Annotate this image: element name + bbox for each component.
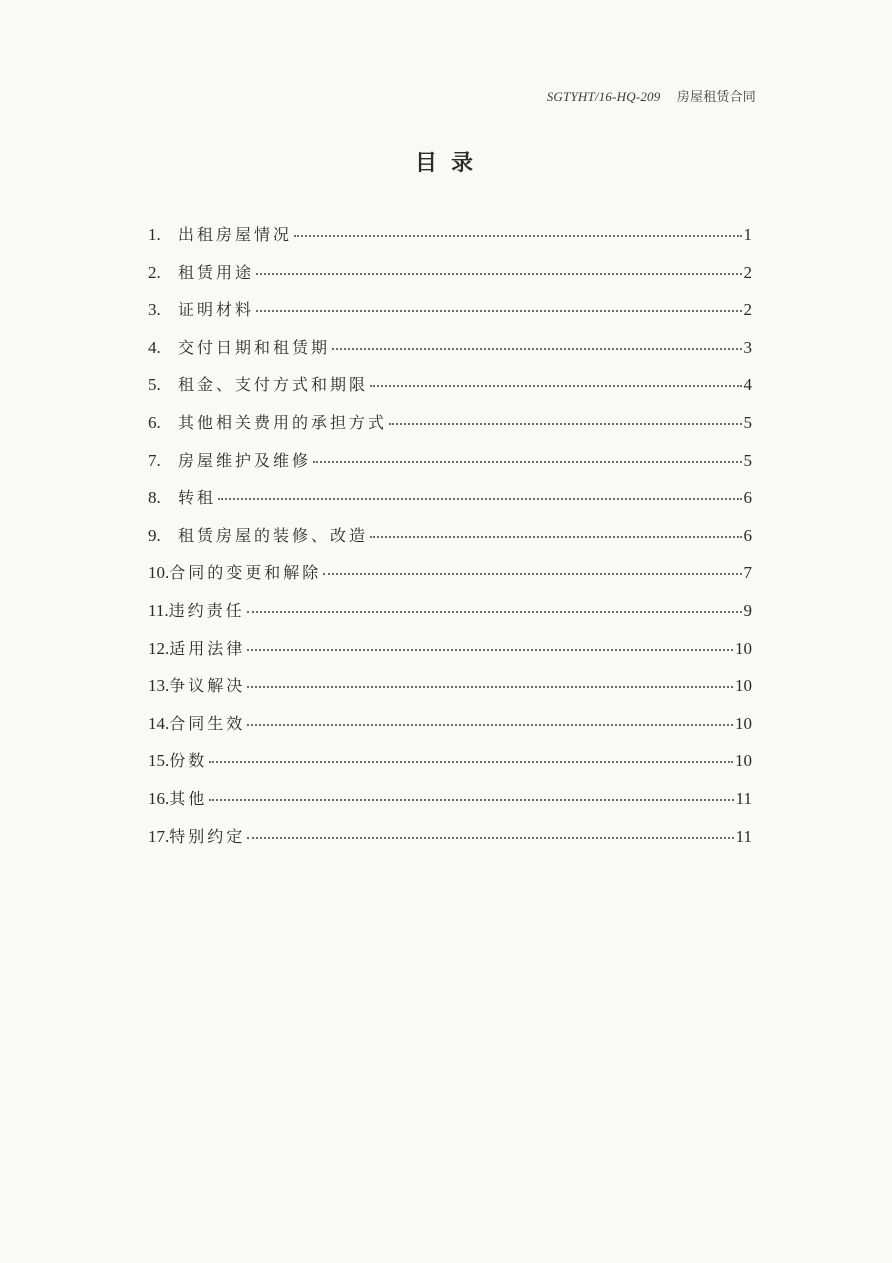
toc-dot-leader	[389, 423, 741, 425]
toc-entry	[148, 673, 752, 711]
toc-entry-number: 1.	[148, 225, 161, 244]
toc-entry-page-number: 11	[735, 826, 752, 846]
table-of-contents	[148, 222, 752, 861]
toc-entry-page-number: 5	[743, 450, 752, 470]
toc-entry-title: 转租	[178, 488, 217, 508]
toc-entry-page-number: 6	[743, 488, 752, 508]
toc-dot-leader	[247, 611, 742, 613]
toc-entry-number: 16.	[148, 788, 170, 808]
toc-dot-leader	[247, 724, 733, 726]
toc-entry-number: 17.	[148, 826, 170, 846]
toc-entry-title: 租金、支付方式和期限	[178, 375, 369, 395]
toc-entry-page-number: 5	[743, 412, 752, 432]
toc-entry-page-number: 4	[743, 375, 752, 395]
toc-dot-leader	[247, 649, 733, 651]
toc-entry-title: 其他相关费用的承担方式	[178, 412, 388, 432]
toc-entry-title: 交付日期和租赁期	[178, 337, 331, 357]
toc-entry-title: 合同的变更和解除	[169, 563, 322, 583]
toc-entry-page-number: 7	[743, 563, 752, 583]
toc-entry-page-number: 2	[743, 262, 752, 282]
toc-dot-leader	[332, 348, 741, 350]
toc-entry-number: 9.	[148, 525, 161, 545]
toc-entry-page-number: 3	[743, 337, 752, 357]
toc-entry	[148, 636, 752, 674]
page-header	[547, 86, 756, 105]
toc-dot-leader	[323, 573, 741, 575]
toc-dot-leader	[313, 461, 741, 463]
toc-entry-page-number: 10	[735, 638, 752, 658]
toc-entry	[148, 786, 752, 824]
toc-entry-number: 2.	[148, 262, 161, 282]
toc-entry	[148, 297, 752, 335]
toc-entry-page-number: 9	[743, 600, 752, 620]
toc-entry	[148, 372, 752, 410]
toc-entry	[148, 410, 752, 448]
toc-entry	[148, 523, 752, 561]
toc-dot-leader	[209, 761, 733, 763]
toc-entry	[148, 222, 752, 260]
toc-entry	[148, 485, 752, 523]
toc-dot-leader	[294, 235, 741, 237]
document-name: 房屋租赁合同	[676, 90, 756, 105]
toc-entry-number: 3.	[148, 300, 161, 320]
toc-entry-title: 房屋维护及维修	[178, 450, 312, 470]
toc-entry-page-number: 2	[743, 300, 752, 320]
toc-entry-title: 适用法律	[169, 638, 246, 658]
toc-dot-leader	[370, 385, 741, 387]
toc-entry	[148, 560, 752, 598]
toc-entry-number: 13.	[148, 676, 170, 696]
toc-dot-leader	[209, 799, 733, 801]
toc-entry-page-number: 11	[735, 788, 752, 808]
toc-dot-leader	[247, 837, 733, 839]
document-code: SGTYHT/16-HQ-209	[546, 89, 661, 104]
toc-entry	[148, 448, 752, 486]
toc-entry-number: 4.	[148, 337, 161, 357]
toc-entry-page-number: 10	[735, 676, 752, 696]
toc-entry-number: 10.	[148, 563, 170, 583]
toc-entry-number: 5.	[148, 375, 161, 395]
toc-entry-title: 合同生效	[169, 713, 246, 733]
toc-entry-number: 15.	[148, 751, 170, 771]
toc-dot-leader	[256, 273, 741, 275]
toc-entry	[148, 748, 752, 786]
toc-entry-title: 其他	[169, 788, 208, 808]
toc-entry	[148, 711, 752, 749]
page-title: 目录	[414, 151, 487, 176]
toc-entry-title: 租赁房屋的装修、改造	[178, 525, 369, 545]
toc-entry	[148, 824, 752, 862]
toc-entry	[148, 598, 752, 636]
toc-entry-title: 租赁用途	[178, 262, 255, 282]
toc-entry-page-number: 1	[743, 225, 752, 244]
toc-entry-number: 6.	[148, 412, 161, 432]
toc-entry	[148, 260, 752, 298]
toc-dot-leader	[247, 686, 733, 688]
toc-dot-leader	[218, 498, 741, 500]
toc-entry	[148, 335, 752, 373]
toc-entry-title: 份数	[169, 751, 208, 771]
toc-entry-number: 11.	[148, 600, 169, 620]
toc-entry-page-number: 10	[735, 713, 752, 733]
toc-entry-title: 特别约定	[169, 826, 246, 846]
toc-entry-number: 7.	[148, 450, 161, 470]
toc-entry-number: 12.	[148, 638, 170, 658]
toc-dot-leader	[256, 310, 741, 312]
toc-dot-leader	[370, 536, 741, 538]
toc-entry-title: 争议解决	[169, 676, 246, 696]
toc-entry-title: 证明材料	[178, 300, 255, 320]
toc-entry-page-number: 6	[743, 525, 752, 545]
toc-entry-number: 8.	[148, 488, 161, 508]
toc-entry-title: 出租房屋情况	[178, 225, 293, 244]
toc-entry-page-number: 10	[735, 751, 752, 771]
toc-entry-number: 14.	[148, 713, 170, 733]
toc-entry-title: 违约责任	[168, 600, 245, 620]
